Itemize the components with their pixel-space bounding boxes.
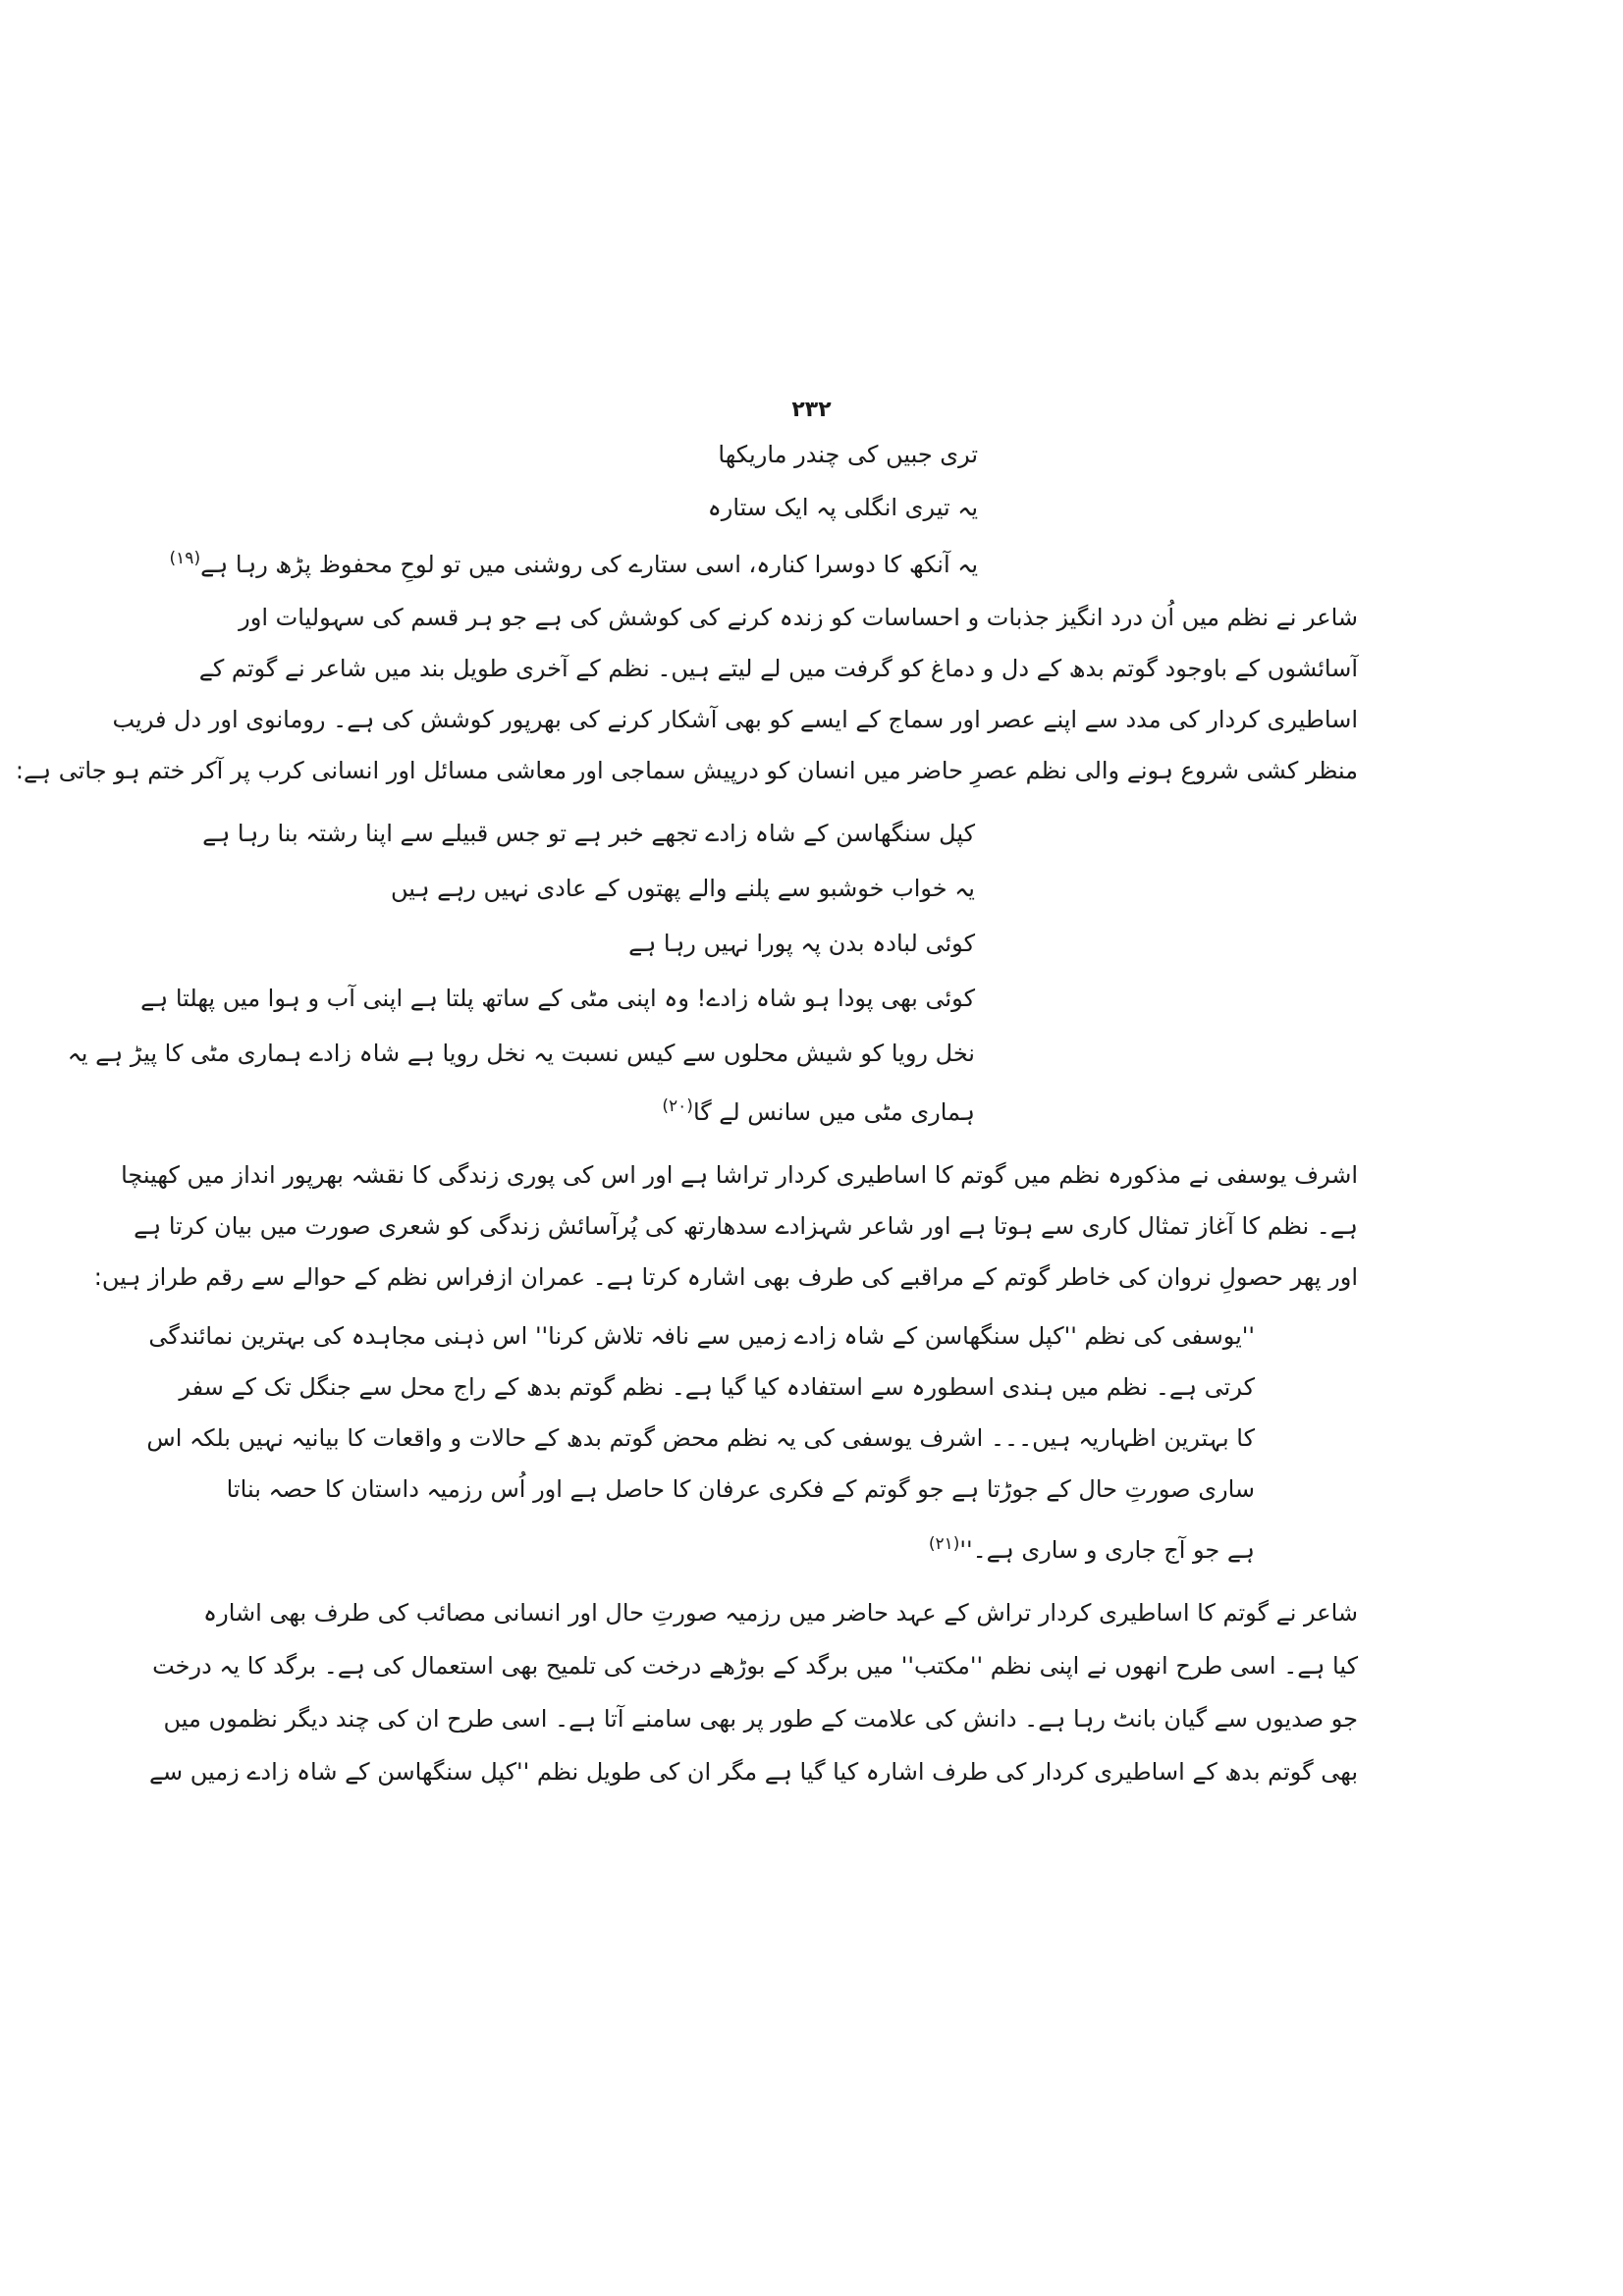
footnote-ref-21: (۲۱) — [928, 1534, 960, 1554]
poem-1-line-3-text: یہ آنکھ کا دوسرا کنارہ، اسی ستارے کی روشنی میں تو لوحِ محفوظ پڑھ رہا ہے — [200, 551, 978, 578]
paragraph-3-line-4: بھی گوتم بدھ کے اساطیری کردار کی طرف اشارہ کیا گیا ہے مگر ان کی طویل نظم ''کپل سنگھاسن کے شاہ زادے زمیں سے — [148, 1758, 1358, 1786]
quote-line-1: ''یوسفی کی نظم ''کپل سنگھاسن کے شاہ زادے زمیں سے نافہ تلاش کرنا'' اس ذہنی مجاہدہ کی بہترین نمائندگی — [148, 1322, 1255, 1350]
poem-2-line-1: کپل سنگھاسن کے شاہ زادے تجھے خبر ہے تو جس قبیلے سے اپنا رشتہ بنا رہا ہے — [202, 820, 975, 847]
footnote-ref-19: (۱۹) — [169, 549, 201, 568]
paragraph-1-line-3: اساطیری کردار کی مدد سے اپنے عصر اور سماج کے ایسے کو بھی آشکار کرنے کی بھرپور کوشش کی ہے۔ رومانوی اور دل فریب — [112, 706, 1358, 733]
poem-2-line-3: کوئی لبادہ بدن پہ پورا نہیں رہا ہے — [628, 930, 975, 957]
paragraph-2-line-3: اور پھر حصولِ نروان کی خاطر گوتم کے مراقبے کی طرف بھی اشارہ کرتا ہے۔ عمران ازفراس نظم کے حوالے سے رقم طراز ہیں: — [93, 1263, 1358, 1291]
footnote-ref-20: (۲۰) — [662, 1096, 693, 1116]
poem-1-line-1: تری جبیں کی چندر ماریکھا — [718, 441, 978, 468]
paragraph-2-line-1: اشرف یوسفی نے مذکورہ نظم میں گوتم کا اساطیری کردار تراشا ہے اور اس کی پوری زندگی کا نقشہ بھرپور انداز میں کھینچا — [121, 1161, 1358, 1189]
poem-2-line-4: کوئی بھی پودا ہو شاہ زادے! وہ اپنی مٹی کے ساتھ پلتا ہے اپنی آب و ہوا میں پھلتا ہے — [140, 985, 975, 1012]
quote-line-5 — [273, 1527, 1255, 1567]
poem-2-line-6-text: ہماری مٹی میں سانس لے گا — [692, 1098, 975, 1126]
paragraph-1-line-2: آسائشوں کے باوجود گوتم بدھ کے دل و دماغ کو گرفت میں لے لیتے ہیں۔ نظم کے آخری طویل بند میں شاعر نے گوتم کے — [198, 655, 1358, 682]
paragraph-1-line-4: منظر کشی شروع ہونے والی نظم عصرِ حاضر میں انسان کو درپیش سماجی اور معاشی مسائل اور انسانی کرب پر آکر ختم ہو جاتی ہے: — [15, 757, 1358, 784]
page-number: ۲۳۲ — [791, 398, 832, 422]
quote-line-5-text: ہے جو آج جاری و ساری ہے۔'' — [959, 1536, 1255, 1564]
poem-2-line-6 — [662, 1090, 975, 1129]
quote-line-4: ساری صورتِ حال کے جوڑتا ہے جو گوتم کے فکری عرفان کا حاصل ہے اور اُس رزمیہ داستان کا حصہ بناتا — [226, 1475, 1255, 1503]
quote-line-2: کرتی ہے۔ نظم میں ہندی اسطورہ سے استفادہ کیا گیا ہے۔ نظم گوتم بدھ کے راج محل سے جنگل تک کے سفر — [179, 1373, 1255, 1401]
poem-1-line-2: یہ تیری انگلی پہ ایک ستارہ — [707, 494, 978, 521]
paragraph-3-line-1: شاعر نے گوتم کا اساطیری کردار تراش کے عہد حاضر میں رزمیہ صورتِ حال اور انسانی مصائب کی طرف بھی اشارہ — [203, 1599, 1358, 1627]
paragraph-3-line-3: جو صدیوں سے گیان بانٹ رہا ہے۔ دانش کی علامت کے طور پر بھی سامنے آتا ہے۔ اسی طرح ان کی چند دیگر نظموں میں — [163, 1705, 1358, 1733]
poem-2-line-5: نخل رویا کو شیش محلوں سے کیس نسبت یہ نخل رویا ہے شاہ زادے ہماری مٹی کا پیڑ ہے یہ — [67, 1040, 975, 1067]
paragraph-2-line-2: ہے۔ نظم کا آغاز تمثال کاری سے ہوتا ہے اور شاعر شہزادے سدھارتھ کی پُرآسائش زندگی کو شعری صورت میں بیان کرتا ہے — [134, 1212, 1358, 1240]
poem-2-line-2: یہ خواب خوشبو سے پلنے والے پھتوں کے عادی نہیں رہے ہیں — [390, 875, 975, 902]
paragraph-1-line-1: شاعر نے نظم میں اُن درد انگیز جذبات و احساسات کو زندہ کرنے کی کوشش کی ہے جو ہر قسم کی سہولیات اور — [239, 604, 1358, 631]
poem-1-line-3 — [170, 542, 978, 581]
paragraph-3-line-2: کیا ہے۔ اسی طرح انھوں نے اپنی نظم ''مکتب'' میں برگد کے بوڑھے درخت کی تلمیح بھی استعمال کی ہے۔ برگد کا یہ درخت — [152, 1652, 1358, 1680]
quote-line-3: کا بہترین اظہاریہ ہیں۔۔۔ اشرف یوسفی کی یہ نظم محض گوتم بدھ کے حالات و واقعات کا بیانیہ نہیں بلکہ اس — [146, 1424, 1255, 1452]
